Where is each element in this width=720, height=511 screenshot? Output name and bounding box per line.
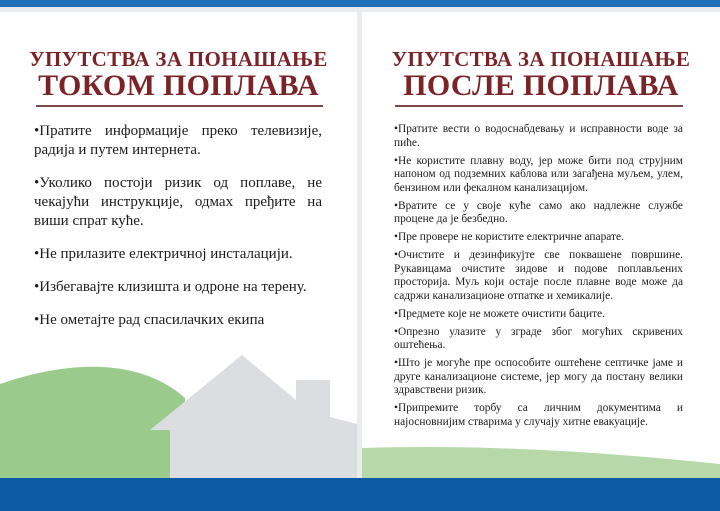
green-hill xyxy=(362,447,720,478)
right-title-rule xyxy=(395,105,683,107)
list-item: •Пре провере не користите електричне апарате. xyxy=(394,231,624,243)
list-item: •Што је могуће пре оспособите оштећене септичке јаме и друге канализационе системе, јер могу да постану велики здравствени ризик. xyxy=(394,357,683,396)
left-title-rule xyxy=(36,105,323,107)
list-item: •Припремите торбу са личним документима и најосновнијим стварима у случају хитне евакуације. xyxy=(394,402,683,428)
top-blue-bar xyxy=(0,0,720,7)
house-silhouette xyxy=(150,355,357,478)
left-panel xyxy=(0,12,357,478)
list-item: •Уколико постоји ризик од поплаве, не чекајући инструкције, одмах пређите на виши спрат куће. xyxy=(34,175,322,229)
list-item: •Очистите и дезинфикујте све поквашене површине. Рукавицама очистите зидове и подове поплављених просторија. Муљ који остаје после плавне воде може да садржи канализационе отпатке и хемикалије. xyxy=(394,249,683,302)
list-item: •Пратите вести о водоснабдевању и исправности воде за пиће. xyxy=(394,123,683,149)
left-title-line2: ТОКОМ ПОПЛАВА xyxy=(38,69,319,102)
list-item: •Не користите плавну воду, јер може бити под струјним напоном од подземних каблова или загађена муљем, улем, бензином или фекалном канализацијом. xyxy=(394,154,683,194)
list-item: •Предмете које не можете очистити баците. xyxy=(394,307,605,320)
list-item: •Вратите се у своје куће само ако надлежне службе процене да је безбедно. xyxy=(394,199,683,225)
right-panel xyxy=(362,12,720,478)
list-item: •Избегавајте клизишта и одроне на терену. xyxy=(34,279,307,295)
list-item: •Не ометајте рад спасилачких екипа xyxy=(34,312,265,328)
bottom-blue-bar xyxy=(0,478,720,511)
left-title-line1: УПУТСТВА ЗА ПОНАШАЊЕ xyxy=(29,47,328,71)
right-title-line2: ПОСЛЕ ПОПЛАВА xyxy=(403,69,679,102)
list-item: •Не прилазите електричној инсталацији. xyxy=(34,246,293,262)
during-flood-list xyxy=(34,122,322,344)
list-item: •Опрезно улазите у зграде због могућих скривених оштећења. xyxy=(394,325,683,351)
green-hill xyxy=(0,367,185,478)
right-title-line1: УПУТСТВА ЗА ПОНАШАЊЕ xyxy=(391,47,691,71)
after-flood-list xyxy=(394,123,683,434)
list-item: •Пратите информације преко телевизије, радија и путем интернета. xyxy=(34,123,322,158)
